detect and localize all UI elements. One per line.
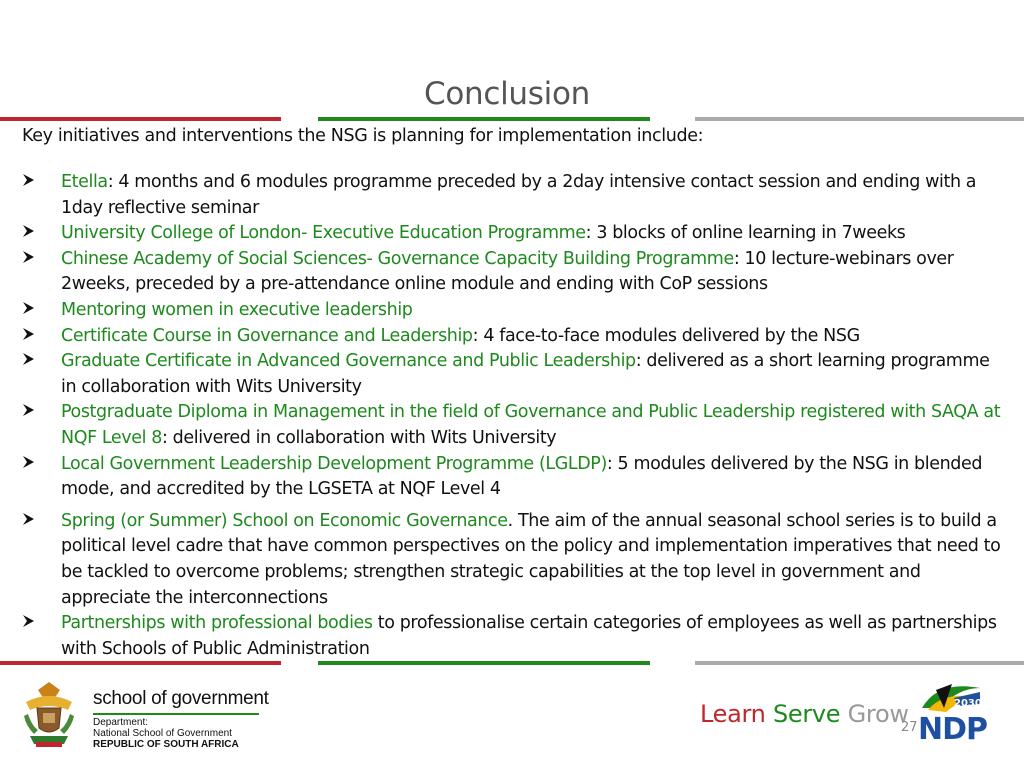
item-highlight: Mentoring women in executive leadership [61,299,413,320]
item-highlight: Etella [61,172,108,192]
item-highlight: Certificate Course in Governance and Leadership [61,325,473,346]
arrowhead-bullet-icon [22,452,38,472]
item-highlight: University College of London- Executive Education Programme [61,223,586,244]
dept-line-1: Department: [93,717,149,728]
arrowhead-bullet-icon [22,349,38,369]
ndp-2030-logo [918,678,986,754]
item-text: : delivered as a short learning programme in collaboration with Wits University [61,351,990,397]
ndp-letters: NDP [918,712,987,747]
tagline-grow: Grow [847,700,909,728]
arrowhead-bullet-icon [22,400,38,420]
tagline-learn: Learn [700,700,766,728]
item-highlight: Chinese Academy of Social Sciences- Governance Capacity Building Programme [61,248,734,269]
top-rule-grey [695,117,1024,121]
item-text: : delivered in collaboration with Wits University [162,427,557,448]
slide-title: Conclusion [424,76,590,112]
item-text: to professionalise certain categories of employees as well as partnerships with Schools of Public Administration [61,613,997,659]
arrowhead-bullet-icon [22,324,38,344]
list-item [22,509,1002,611]
list-item [22,247,1002,298]
item-text: : 3 blocks of online learning in 7weeks [585,223,906,244]
item-text: : 5 modules delivered by the NSG in blended mode, and accredited by the LGSETA at NQF Level 4 [61,453,983,500]
bottom-rule-grey [695,661,1024,665]
list-item [22,452,1002,503]
tagline [700,700,909,728]
list-item [22,298,1002,324]
arrowhead-bullet-icon [22,611,38,631]
list-item [22,221,1002,247]
item-text: : 4 face-to-face modules delivered by the NSG [472,325,860,346]
coat-of-arms-logo [20,680,78,752]
item-text: : 10 lecture-webinars over 2weeks, preceded by a pre-attendance online module and ending with CoP sessions [61,248,954,295]
intro-text: Key initiatives and interventions the NSG is planning for implementation include: [22,126,704,146]
tagline-serve: Serve [772,700,841,728]
arrowhead-bullet-icon [22,247,38,267]
item-highlight: Partnerships with professional bodies [61,613,373,634]
school-name: school of government [93,688,269,709]
item-text: . The aim of the annual seasonal school series is to build a political level cadre that have common perspectives on the policy and implementation imperatives that need to be tackled to overcome problems; strengthen strategic capabilities at the top level in government and appreciate the interconnections [61,510,1001,608]
arrowhead-bullet-icon [22,298,38,318]
list-item [22,170,1002,221]
top-rule-green [318,117,650,121]
initiatives-list [22,170,1002,662]
item-highlight: Spring (or Summer) School on Economic Governance [61,510,508,531]
arrowhead-bullet-icon [22,170,38,190]
item-highlight: Graduate Certificate in Advanced Governance and Public Leadership [61,351,636,372]
school-name-underline [93,713,259,715]
arrowhead-bullet-icon [22,509,38,529]
bottom-rule-green [318,661,650,665]
dept-line-3: REPUBLIC OF SOUTH AFRICA [93,739,239,750]
item-text: : 4 months and 6 modules programme preceded by a 2day intensive contact session and ending with a 1day reflective seminar [61,172,977,218]
dept-line-2: National School of Government [93,728,232,739]
item-highlight: Postgraduate Diploma in Management in the field of Governance and Public Leadership registered with SAQA at NQF Level 8 [61,402,1001,448]
page-number: 27 [901,720,918,735]
bottom-rule-red [0,661,281,665]
ndp-year: 2030 [954,698,982,709]
item-highlight: Local Government Leadership Development Programme (LGLDP) [61,453,607,474]
top-rule-red [0,117,281,121]
list-item [22,400,1002,451]
arrowhead-bullet-icon [22,221,38,241]
list-item [22,611,1002,662]
list-item [22,324,1002,350]
list-item [22,349,1002,400]
